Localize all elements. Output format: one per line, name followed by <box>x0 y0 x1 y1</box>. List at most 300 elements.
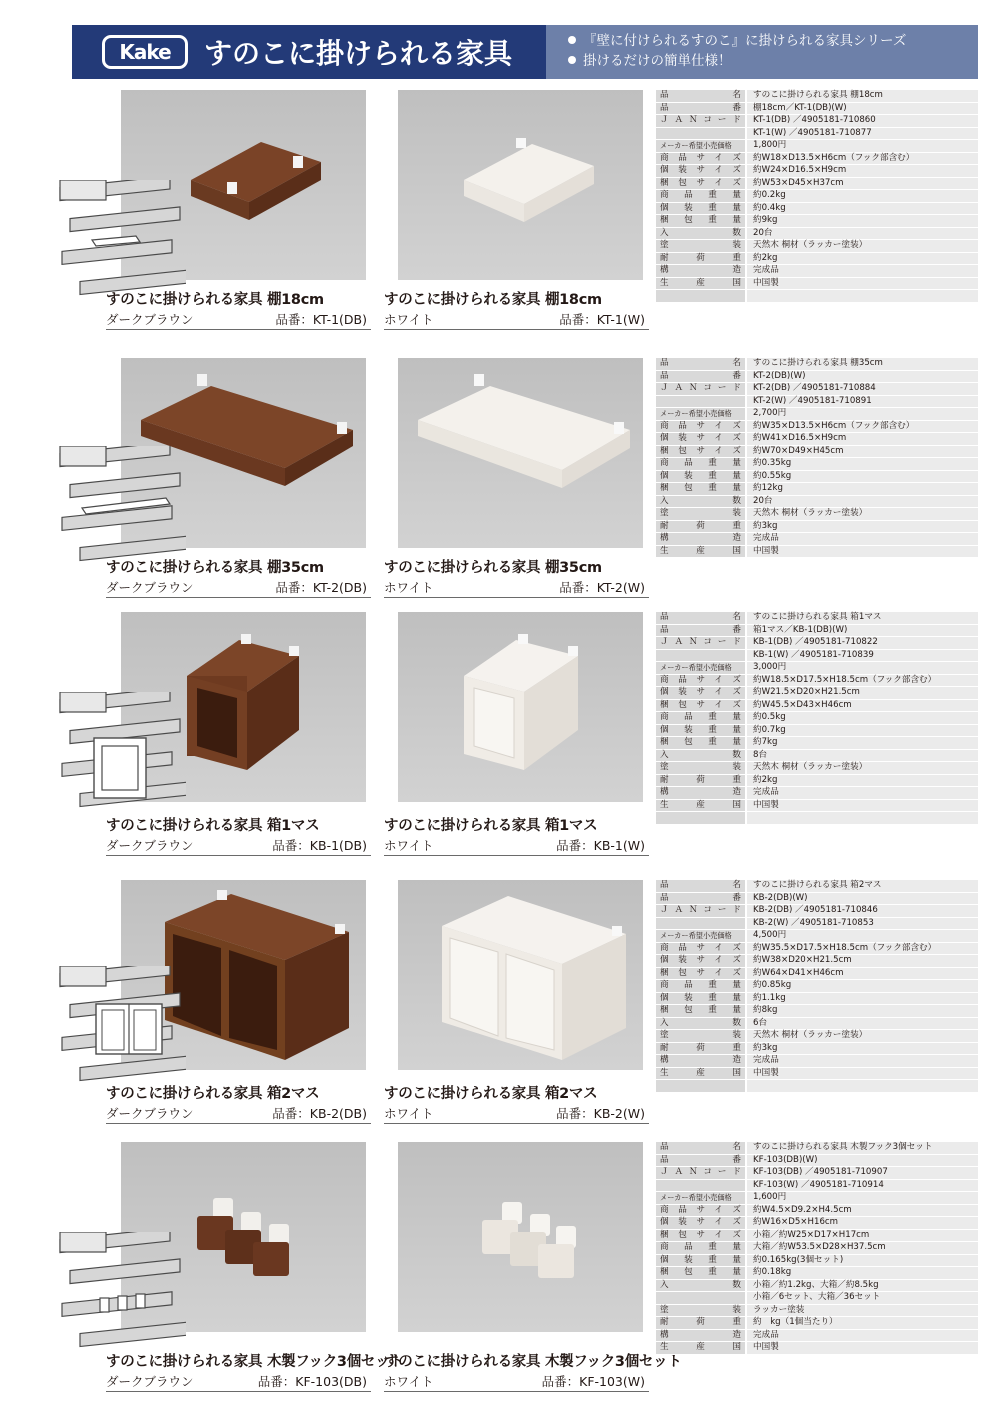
spec-row <box>656 395 978 408</box>
spec-key: 梱包サイズ <box>656 699 746 712</box>
spec-value: 完成品 <box>746 265 978 278</box>
product-title: すのこに掛けられる家具 箱2マス <box>106 1086 320 1102</box>
spec-value: 1,800円 <box>746 140 978 153</box>
spec-key: メーカー希望小売価格 <box>656 1192 746 1205</box>
spec-key: 生産国 <box>656 1342 746 1355</box>
slat-diagram-icon <box>56 692 186 822</box>
spec-value <box>746 812 978 825</box>
spec-row <box>656 102 978 115</box>
spec-row <box>656 433 978 446</box>
spec-value: 約W35.5×D17.5×H18.5cm（フック部含む） <box>746 942 978 955</box>
spec-key: 品番 <box>656 624 746 637</box>
spec-key: 個装重量 <box>656 202 746 215</box>
color-label: ダークブラウン <box>106 580 194 595</box>
spec-value: 約0.5kg <box>746 712 978 725</box>
spec-key <box>656 1292 746 1305</box>
spec-key: 入数 <box>656 495 746 508</box>
spec-row <box>656 1304 978 1317</box>
spec-key <box>656 395 746 408</box>
product-title: すのこに掛けられる家具 棚35cm <box>106 560 324 576</box>
spec-value: 棚18cm／KT-1(DB)(W) <box>746 102 978 115</box>
spec-value: 約0.85kg <box>746 980 978 993</box>
spec-key: メーカー希望小売価格 <box>656 408 746 421</box>
product-row-box-2 <box>0 880 1000 1120</box>
spec-row <box>656 127 978 140</box>
spec-key: 個装サイズ <box>656 1217 746 1230</box>
spec-key: メーカー希望小売価格 <box>656 140 746 153</box>
spec-key: 個装重量 <box>656 470 746 483</box>
caption-line <box>384 310 649 330</box>
color-label: ホワイト <box>384 1374 434 1389</box>
spec-key <box>656 812 746 825</box>
product-photo-white <box>398 90 643 280</box>
spec-row <box>656 942 978 955</box>
spec-row <box>656 917 978 930</box>
spec-row <box>656 1042 978 1055</box>
spec-value: 約W45.5×D43×H46cm <box>746 699 978 712</box>
spec-row <box>656 649 978 662</box>
spec-value: KF-103(W) ／4905181-710914 <box>746 1179 978 1192</box>
shelf-white-image <box>398 90 643 280</box>
spec-row <box>656 1329 978 1342</box>
spec-row <box>656 712 978 725</box>
spec-row <box>656 1067 978 1080</box>
spec-row <box>656 992 978 1005</box>
spec-row <box>656 762 978 775</box>
spec-key: 個装重量 <box>656 1254 746 1267</box>
spec-key: 塗装 <box>656 1030 746 1043</box>
spec-table <box>656 90 978 303</box>
spec-value: 天然木 桐材（ラッカー塗装） <box>746 240 978 253</box>
spec-key: 入数 <box>656 227 746 240</box>
spec-row <box>656 1292 978 1305</box>
caption-white <box>384 288 649 330</box>
spec-row <box>656 190 978 203</box>
spec-value: KT-2(DB) ／4905181-710884 <box>746 383 978 396</box>
product-code: 品番：KB-2(DB) <box>272 1106 367 1121</box>
brand-logo: Kake <box>102 35 188 69</box>
spec-value: 約3kg <box>746 1042 978 1055</box>
spec-value: 約W38×D20×H21.5cm <box>746 955 978 968</box>
spec-value: 約0.7kg <box>746 724 978 737</box>
spec-value: KT-2(W) ／4905181-710891 <box>746 395 978 408</box>
spec-value <box>746 1080 978 1093</box>
caption-white <box>384 814 649 856</box>
spec-row <box>656 240 978 253</box>
color-label: ダークブラウン <box>106 838 194 853</box>
spec-row <box>656 1267 978 1280</box>
spec-key: 品番 <box>656 102 746 115</box>
spec-value: すのこに掛けられる家具 棚18cm <box>746 90 978 102</box>
spec-value: 約0.2kg <box>746 190 978 203</box>
spec-key: 梱包サイズ <box>656 445 746 458</box>
spec-key: 塗装 <box>656 1304 746 1317</box>
spec-row <box>656 290 978 303</box>
spec-row <box>656 458 978 471</box>
spec-table <box>656 1142 978 1355</box>
mounting-diagram <box>56 1232 186 1362</box>
spec-value: 小箱／6セット、大箱／36セット <box>746 1292 978 1305</box>
spec-value: 2,700円 <box>746 408 978 421</box>
spec-value: 中国製 <box>746 1342 978 1355</box>
spec-value: KB-2(DB) ／4905181-710846 <box>746 905 978 918</box>
spec-key: 商品重量 <box>656 1242 746 1255</box>
spec-table <box>656 358 978 558</box>
spec-key: 耐荷重 <box>656 252 746 265</box>
spec-row <box>656 905 978 918</box>
product-code: 品番：KT-2(DB) <box>275 580 367 595</box>
caption-line <box>384 836 649 856</box>
color-label: ホワイト <box>384 1106 434 1121</box>
spec-key: 耐荷重 <box>656 1317 746 1330</box>
product-title: すのこに掛けられる家具 棚18cm <box>106 292 324 308</box>
spec-row <box>656 1179 978 1192</box>
spec-row <box>656 1317 978 1330</box>
spec-row <box>656 1242 978 1255</box>
spec-row <box>656 699 978 712</box>
spec-row <box>656 370 978 383</box>
spec-row <box>656 1142 978 1154</box>
spec-key: 品名 <box>656 90 746 102</box>
spec-row <box>656 774 978 787</box>
spec-key <box>656 917 746 930</box>
header-features <box>546 25 978 79</box>
spec-value: 約12kg <box>746 483 978 496</box>
spec-row <box>656 1192 978 1205</box>
caption-line <box>106 836 371 856</box>
spec-value: 約W16×D5×H16cm <box>746 1217 978 1230</box>
spec-key: ＪＡＮコード <box>656 383 746 396</box>
spec-key: ＪＡＮコード <box>656 1167 746 1180</box>
spec-key: 生産国 <box>656 799 746 812</box>
spec-value: KF-103(DB)(W) <box>746 1154 978 1167</box>
spec-key: 入数 <box>656 749 746 762</box>
spec-row <box>656 215 978 228</box>
product-title: すのこに掛けられる家具 棚18cm <box>384 292 602 308</box>
spec-row <box>656 140 978 153</box>
color-label: ダークブラウン <box>106 1374 194 1389</box>
spec-row <box>656 358 978 370</box>
spec-value: 天然木 桐材（ラッカー塗装） <box>746 1030 978 1043</box>
bullet-icon <box>568 36 576 44</box>
spec-key <box>656 1179 746 1192</box>
caption-line <box>384 1372 649 1392</box>
spec-value: KB-2(W) ／4905181-710853 <box>746 917 978 930</box>
spec-key: 入数 <box>656 1279 746 1292</box>
spec-row <box>656 408 978 421</box>
product-photo-white <box>398 1142 643 1332</box>
spec-row <box>656 737 978 750</box>
spec-key: 梱包重量 <box>656 1005 746 1018</box>
spec-value: 約W24×D16.5×H9cm <box>746 165 978 178</box>
box1-white-image <box>398 612 643 802</box>
feature-bullet <box>568 51 978 71</box>
spec-table <box>656 612 978 825</box>
spec-value: 大箱／約W53.5×D28×H37.5cm <box>746 1242 978 1255</box>
product-title: すのこに掛けられる家具 棚35cm <box>384 560 602 576</box>
header-title-bar <box>72 25 546 79</box>
spec-value: 天然木 桐材（ラッカー塗装） <box>746 508 978 521</box>
spec-key: 構造 <box>656 533 746 546</box>
spec-key <box>656 290 746 303</box>
caption-white <box>384 556 649 598</box>
caption-white <box>384 1082 649 1124</box>
spec-value: すのこに掛けられる家具 木製フック3個セット <box>746 1142 978 1154</box>
spec-key: 構造 <box>656 787 746 800</box>
caption-white <box>384 1350 682 1392</box>
spec-value: 約W64×D41×H46cm <box>746 967 978 980</box>
spec-value: 約0.18kg <box>746 1267 978 1280</box>
spec-row <box>656 1217 978 1230</box>
spec-row <box>656 1030 978 1043</box>
spec-key: 生産国 <box>656 1067 746 1080</box>
spec-row <box>656 1229 978 1242</box>
spec-key <box>656 1080 746 1093</box>
spec-key: 塗装 <box>656 508 746 521</box>
spec-value: 4,500円 <box>746 930 978 943</box>
product-code: 品番：KB-1(DB) <box>272 838 367 853</box>
spec-key: ＪＡＮコード <box>656 905 746 918</box>
spec-value: 約2kg <box>746 774 978 787</box>
caption-dark <box>106 1082 371 1124</box>
spec-row <box>656 892 978 905</box>
product-code: 品番：KT-1(DB) <box>275 312 367 327</box>
spec-value: 中国製 <box>746 1067 978 1080</box>
spec-key: 梱包重量 <box>656 483 746 496</box>
spec-row <box>656 1055 978 1068</box>
product-title: すのこに掛けられる家具 箱1マス <box>384 818 598 834</box>
spec-value: KT-2(DB)(W) <box>746 370 978 383</box>
product-row-shelf-35 <box>0 358 1000 598</box>
caption-line <box>384 1104 649 1124</box>
spec-row <box>656 265 978 278</box>
spec-row <box>656 252 978 265</box>
spec-row <box>656 1167 978 1180</box>
product-photo-white <box>398 358 643 548</box>
spec-row <box>656 1254 978 1267</box>
spec-key: 耐荷重 <box>656 774 746 787</box>
spec-row <box>656 383 978 396</box>
spec-key: 個装サイズ <box>656 433 746 446</box>
spec-key: 商品重量 <box>656 980 746 993</box>
product-photo-white <box>398 880 643 1070</box>
product-code: 品番：KF-103(DB) <box>257 1374 367 1389</box>
spec-value: すのこに掛けられる家具 箱2マス <box>746 880 978 892</box>
spec-row <box>656 202 978 215</box>
product-title: すのこに掛けられる家具 木製フック3個セット <box>384 1354 682 1370</box>
product-row-box-1 <box>0 612 1000 852</box>
spec-value: ラッカー塗装 <box>746 1304 978 1317</box>
spec-key: メーカー希望小売価格 <box>656 930 746 943</box>
spec-key: 塗装 <box>656 240 746 253</box>
spec-row <box>656 967 978 980</box>
spec-row <box>656 420 978 433</box>
spec-key: 品名 <box>656 358 746 370</box>
spec-value: 小箱／約1.2kg、大箱／約8.5kg <box>746 1279 978 1292</box>
spec-row <box>656 980 978 993</box>
spec-row <box>656 508 978 521</box>
spec-value: KB-1(DB) ／4905181-710822 <box>746 637 978 650</box>
spec-value: 約W18×D13.5×H6cm（フック部含む） <box>746 152 978 165</box>
caption-line <box>106 1104 371 1124</box>
spec-value: 完成品 <box>746 533 978 546</box>
mounting-diagram <box>56 966 186 1096</box>
spec-key: 構造 <box>656 1055 746 1068</box>
spec-key: 梱包重量 <box>656 737 746 750</box>
color-label: ダークブラウン <box>106 312 194 327</box>
spec-key: 品名 <box>656 612 746 624</box>
spec-value: 8台 <box>746 749 978 762</box>
spec-value: 小箱／約W25×D17×H17cm <box>746 1229 978 1242</box>
spec-row <box>656 799 978 812</box>
spec-value: 約9kg <box>746 215 978 228</box>
spec-value: 約0.35kg <box>746 458 978 471</box>
spec-key: 入数 <box>656 1017 746 1030</box>
spec-row <box>656 637 978 650</box>
caption-line <box>106 1372 371 1392</box>
spec-value: 完成品 <box>746 1055 978 1068</box>
spec-key: 商品サイズ <box>656 674 746 687</box>
spec-value: 中国製 <box>746 277 978 290</box>
spec-row <box>656 612 978 624</box>
hooks-white-image <box>398 1142 643 1332</box>
spec-row <box>656 470 978 483</box>
page-header <box>72 25 978 79</box>
spec-row <box>656 1279 978 1292</box>
spec-row <box>656 880 978 892</box>
spec-key: 個装重量 <box>656 724 746 737</box>
spec-key: 商品重量 <box>656 190 746 203</box>
spec-key: 個装サイズ <box>656 165 746 178</box>
spec-value: 約W18.5×D17.5×H18.5cm（フック部含む） <box>746 674 978 687</box>
product-code: 品番：KT-2(W) <box>559 580 645 595</box>
spec-key: 品番 <box>656 892 746 905</box>
spec-value: 3,000円 <box>746 662 978 675</box>
spec-value: 約W53×D45×H37cm <box>746 177 978 190</box>
spec-table <box>656 880 978 1093</box>
spec-key: 個装重量 <box>656 992 746 1005</box>
spec-key: 品番 <box>656 370 746 383</box>
spec-row <box>656 930 978 943</box>
spec-row <box>656 445 978 458</box>
spec-key: 商品重量 <box>656 712 746 725</box>
spec-row <box>656 955 978 968</box>
spec-value: 約0.55kg <box>746 470 978 483</box>
spec-key: ＪＡＮコード <box>656 115 746 128</box>
spec-value: KT-1(W) ／4905181-710877 <box>746 127 978 140</box>
spec-value: 1,600円 <box>746 1192 978 1205</box>
spec-row <box>656 533 978 546</box>
spec-value: 約7kg <box>746 737 978 750</box>
spec-key: 梱包重量 <box>656 215 746 228</box>
spec-row <box>656 812 978 825</box>
spec-row <box>656 624 978 637</box>
spec-key: 品名 <box>656 1142 746 1154</box>
spec-value: 20台 <box>746 495 978 508</box>
spec-key: 生産国 <box>656 545 746 558</box>
product-title: すのこに掛けられる家具 木製フック3個セット <box>106 1354 404 1370</box>
spec-key: 個装サイズ <box>656 955 746 968</box>
spec-row <box>656 520 978 533</box>
caption-line <box>106 310 371 330</box>
spec-key: 品名 <box>656 880 746 892</box>
spec-value: 中国製 <box>746 545 978 558</box>
spec-key: 商品重量 <box>656 458 746 471</box>
shelf-white-image <box>398 358 643 548</box>
spec-row <box>656 1080 978 1093</box>
spec-key <box>656 127 746 140</box>
spec-row <box>656 749 978 762</box>
spec-value: 約3kg <box>746 520 978 533</box>
slat-diagram-icon <box>56 966 186 1096</box>
spec-value: 約0.4kg <box>746 202 978 215</box>
product-code: 品番：KB-2(W) <box>556 1106 645 1121</box>
spec-key: メーカー希望小売価格 <box>656 662 746 675</box>
product-row-hook-set <box>0 1142 1000 1389</box>
spec-value: 約 kg（1個当たり） <box>746 1317 978 1330</box>
product-code: 品番：KF-103(W) <box>541 1374 645 1389</box>
spec-key: 梱包重量 <box>656 1267 746 1280</box>
color-label: ホワイト <box>384 838 434 853</box>
feature-text: 掛けるだけの簡単仕様！ <box>583 53 732 69</box>
color-label: ダークブラウン <box>106 1106 194 1121</box>
feature-bullet <box>568 31 978 51</box>
color-label: ホワイト <box>384 580 434 595</box>
spec-value: 約W35×D13.5×H6cm（フック部含む） <box>746 420 978 433</box>
spec-value <box>746 290 978 303</box>
spec-value: 約1.1kg <box>746 992 978 1005</box>
spec-key: 個装サイズ <box>656 687 746 700</box>
color-label: ホワイト <box>384 312 434 327</box>
spec-value: 約8kg <box>746 1005 978 1018</box>
caption-dark <box>106 288 371 330</box>
spec-value: 天然木 桐材（ラッカー塗装） <box>746 762 978 775</box>
bullet-icon <box>568 56 576 64</box>
spec-value: 約2kg <box>746 252 978 265</box>
spec-value: 約W4.5×D9.2×H4.5cm <box>746 1204 978 1217</box>
product-title: すのこに掛けられる家具 箱1マス <box>106 818 320 834</box>
spec-row <box>656 1342 978 1355</box>
product-code: 品番：KT-1(W) <box>559 312 645 327</box>
product-code: 品番：KB-1(W) <box>556 838 645 853</box>
spec-row <box>656 483 978 496</box>
caption-line <box>384 578 649 598</box>
caption-dark <box>106 556 371 598</box>
spec-key: 耐荷重 <box>656 520 746 533</box>
spec-key: 商品サイズ <box>656 1204 746 1217</box>
spec-row <box>656 724 978 737</box>
slat-diagram-icon <box>56 1232 186 1362</box>
spec-value: KF-103(DB) ／4905181-710907 <box>746 1167 978 1180</box>
product-row-shelf-18 <box>0 90 1000 330</box>
spec-value: 完成品 <box>746 1329 978 1342</box>
caption-dark <box>106 814 371 856</box>
spec-key: 生産国 <box>656 277 746 290</box>
spec-key: 構造 <box>656 1329 746 1342</box>
spec-value: 箱1マス／KB-1(DB)(W) <box>746 624 978 637</box>
page-title: すのこに掛けられる家具 <box>204 37 513 70</box>
spec-row <box>656 674 978 687</box>
spec-row <box>656 687 978 700</box>
spec-row <box>656 90 978 102</box>
spec-row <box>656 277 978 290</box>
caption-dark <box>106 1350 404 1392</box>
spec-key: 商品サイズ <box>656 942 746 955</box>
spec-row <box>656 227 978 240</box>
spec-key: 梱包サイズ <box>656 967 746 980</box>
feature-text: 『壁に付けられるすのこ』に掛けられる家具シリーズ <box>583 33 907 49</box>
product-title: すのこに掛けられる家具 箱2マス <box>384 1086 598 1102</box>
